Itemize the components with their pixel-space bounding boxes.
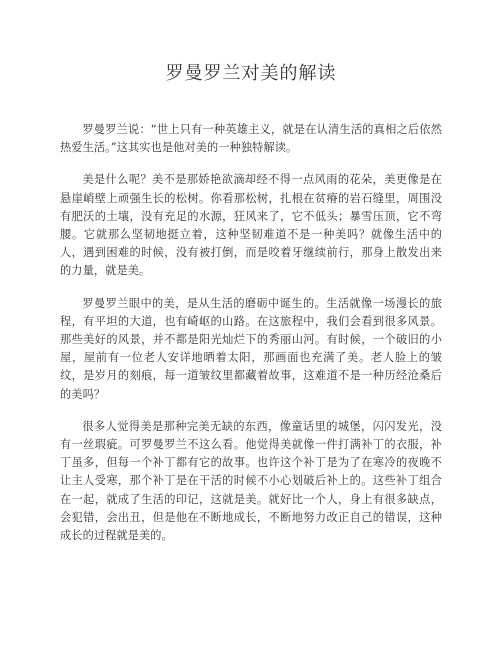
paragraph-4: 很多人觉得美是那种完美无缺的东西，像童话里的城堡，闪闪发光，没有一丝瑕疵。可罗曼罗兰不这么看。他觉得美就像一件打满补丁的衣服，补丁虽多，但每一个补丁都有它的故事。也许这个补丁是为了在寒冷的夜晚不让主人受寒，那个补丁是在干活的时候不小心划破后补上的。这些补丁组合在一起，就成了生活的印记，这就是美。就好比一个人，身上有很多缺点，会犯错，会出丑，但是他在不断地成长，不断地努力改正自己的错误，这种成长的过程就是美的。: [60, 419, 442, 543]
paragraph-1: 罗曼罗兰说：“世上只有一种英雄主义，就是在认清生活的真相之后依然热爱生活。”这其实也是他对美的一种独特解读。: [60, 123, 442, 155]
document-body: [60, 121, 442, 559]
document-title: 罗曼罗兰对美的解读: [165, 63, 337, 84]
paragraph-2: 美是什么呢？美不是那娇艳欲滴却经不得一点风雨的花朵，美更像是在悬崖峭壁上顽强生长的松树。你看那松树，扎根在贫瘠的岩石缝里，周围没有肥沃的土壤，没有充足的水源，狂风来了，它不低头；暴雪压顶，它不弯腰。它就那么坚韧地挺立着，这种坚韧难道不是一种美吗？就像生活中的人，遇到困难的时候，没有被打倒，而是咬着牙继续前行，那身上散发出来的力量，就是美。: [60, 173, 442, 278]
paragraph-3: 罗曼罗兰眼中的美，是从生活的磨砺中诞生的。生活就像一场漫长的旅程，有平坦的大道，也有崎岖的山路。在这旅程中，我们会看到很多风景。那些美好的风景，并不都是阳光灿烂下的秀丽山河。有时候，一个破旧的小屋，屋前有一位老人安详地晒着太阳，那画面也充满了美。老人脸上的皱纹，是岁月的刻痕，每一道皱纹里都藏着故事，这难道不是一种历经沧桑后的美吗？: [60, 296, 442, 401]
